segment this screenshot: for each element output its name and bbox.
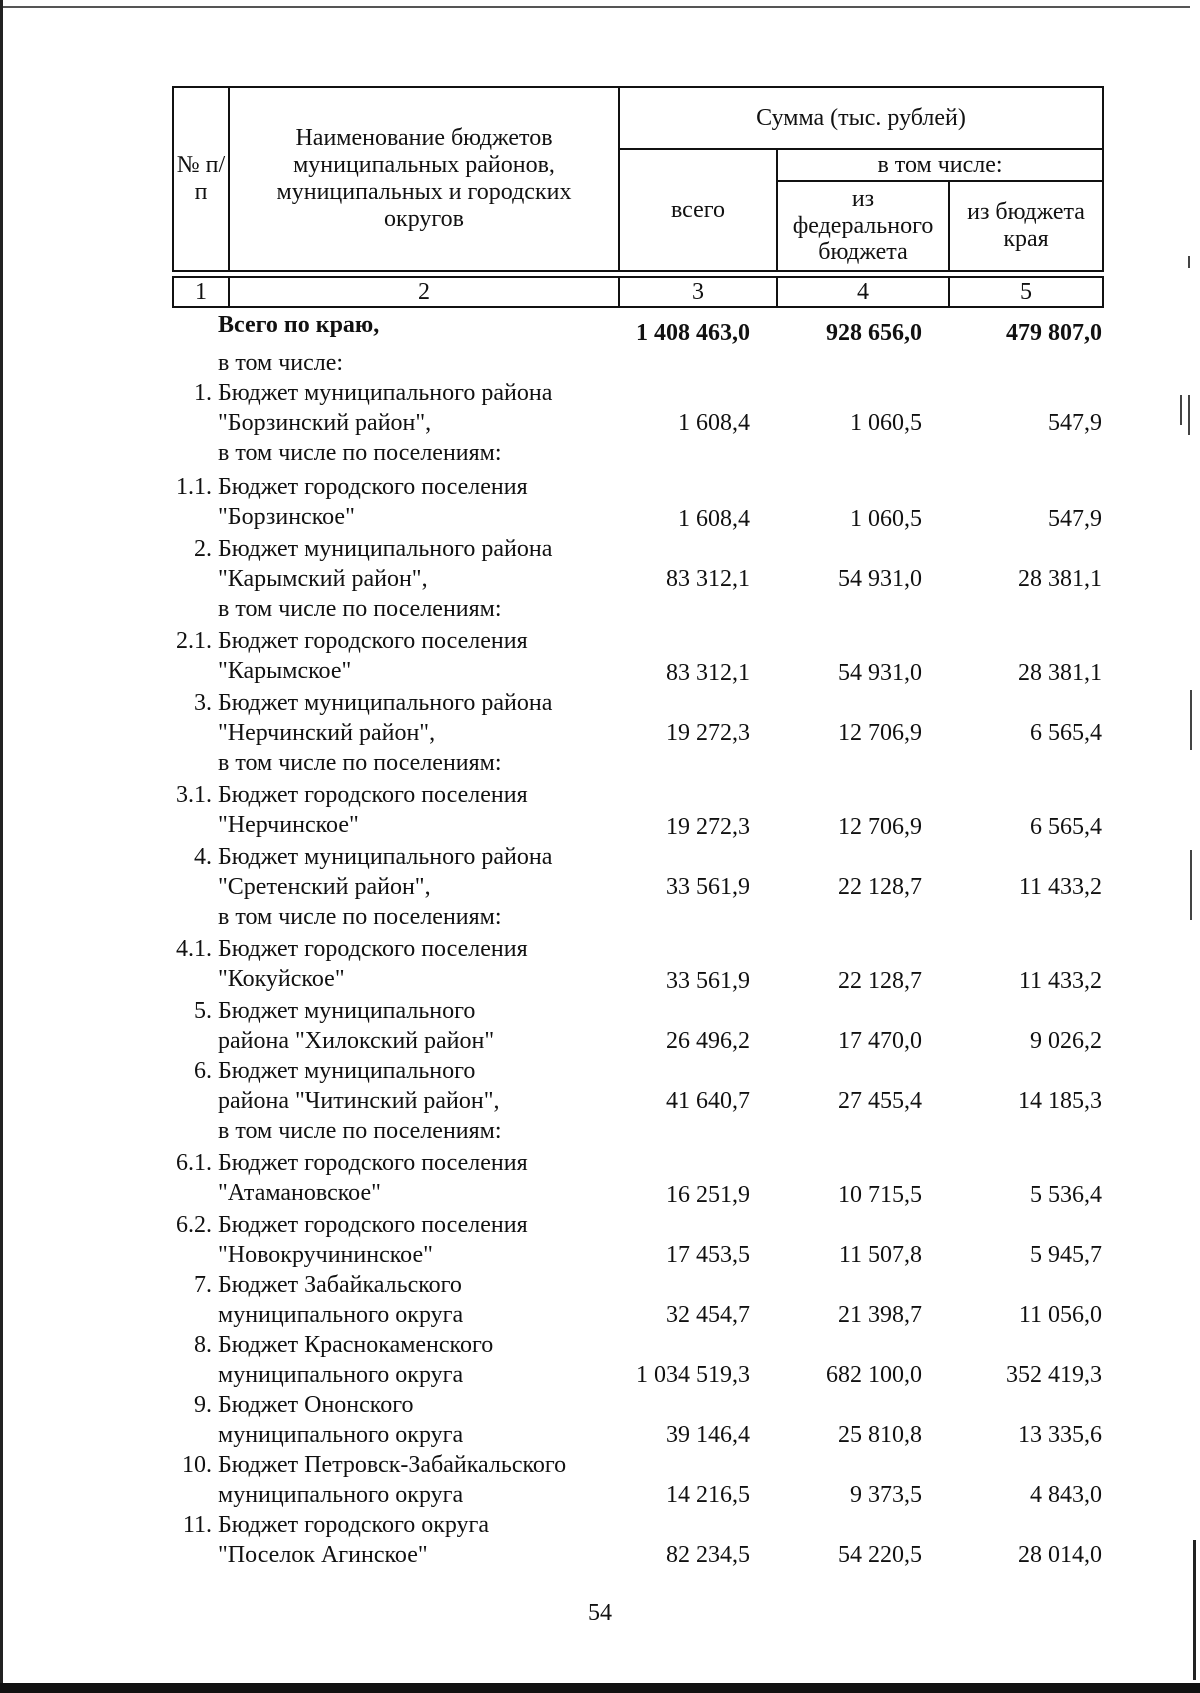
table-row <box>172 934 1112 996</box>
row-regional: 11 433,2 <box>1018 874 1102 900</box>
table-row-subheading <box>172 594 1112 626</box>
table-row <box>172 472 1112 534</box>
row-total: 32 454,7 <box>666 1302 750 1328</box>
row-federal: 9 373,5 <box>850 1482 922 1508</box>
table-row <box>172 1056 1112 1116</box>
row-federal: 21 398,7 <box>838 1302 922 1328</box>
header-col-regional: из бюджета края <box>949 181 1103 271</box>
row-federal: 10 715,5 <box>838 1182 922 1208</box>
row-total: 1 608,4 <box>678 506 750 532</box>
table-row-subheading <box>172 1116 1112 1148</box>
row-federal: 22 128,7 <box>838 874 922 900</box>
row-regional: 4 843,0 <box>1030 1482 1102 1508</box>
row-federal: 11 507,8 <box>838 1242 922 1268</box>
header-col-federal: из федерального бюджета <box>777 181 949 271</box>
row-regional: 13 335,6 <box>1018 1422 1102 1448</box>
row-total: 82 234,5 <box>666 1542 750 1568</box>
row-regional: 28 381,1 <box>1018 566 1102 592</box>
table-row <box>172 780 1112 842</box>
row-name: Бюджет муниципального района "Сретенский район", <box>218 844 553 900</box>
row-number: 10. <box>182 1452 212 1478</box>
row-total: 16 251,9 <box>666 1182 750 1208</box>
row-regional: 14 185,3 <box>1018 1088 1102 1114</box>
row-regional: 547,9 <box>1048 410 1102 436</box>
row-name: в том числе по поселениям: <box>218 440 502 466</box>
table-row <box>172 1450 1112 1510</box>
table-row <box>172 534 1112 594</box>
row-total: 14 216,5 <box>666 1482 750 1508</box>
table-row <box>172 688 1112 748</box>
row-federal: 54 931,0 <box>838 566 922 592</box>
row-federal: 1 060,5 <box>850 410 922 436</box>
row-regional: 11 433,2 <box>1018 968 1102 994</box>
row-total: 17 453,5 <box>666 1242 750 1268</box>
table-row <box>172 842 1112 902</box>
row-total: 19 272,3 <box>666 814 750 840</box>
row-name: в том числе по поселениям: <box>218 904 502 930</box>
table-row-subheading <box>172 348 1112 378</box>
row-number: 7. <box>194 1272 212 1298</box>
column-numbers-row <box>172 276 1104 308</box>
row-name: Бюджет городского поселения "Нерчинское" <box>218 782 528 838</box>
row-name: Бюджет городского поселения "Атамановское" <box>218 1150 528 1206</box>
row-name: Бюджет городского поселения "Кокуйское" <box>218 936 528 992</box>
row-federal: 22 128,7 <box>838 968 922 994</box>
table-row-subheading <box>172 438 1112 472</box>
table-row <box>172 996 1112 1056</box>
row-federal: 54 931,0 <box>838 660 922 686</box>
header-col-sum: Сумма (тыс. рублей) <box>619 87 1103 149</box>
row-regional: 9 026,2 <box>1030 1028 1102 1054</box>
row-name: Бюджет городского поселения "Карымское" <box>218 628 528 684</box>
row-number: 2.1. <box>176 628 212 654</box>
table-header <box>172 86 1104 272</box>
row-regional: 547,9 <box>1048 506 1102 532</box>
row-total: 83 312,1 <box>666 660 750 686</box>
row-number: 1. <box>194 380 212 406</box>
row-number: 3.1. <box>176 782 212 808</box>
row-name: Бюджет муниципального района "Карымский район", <box>218 536 553 592</box>
header-col-name: Наименование бюджетов муниципальных районов, муниципальных и городских округов <box>229 87 619 271</box>
row-total: 1 034 519,3 <box>636 1362 750 1388</box>
row-total: 83 312,1 <box>666 566 750 592</box>
row-name: в том числе по поселениям: <box>218 596 502 622</box>
row-total: 41 640,7 <box>666 1088 750 1114</box>
row-number: 4.1. <box>176 936 212 962</box>
row-regional: 28 014,0 <box>1018 1542 1102 1568</box>
header-col-total: всего <box>619 149 777 271</box>
row-number: 9. <box>194 1392 212 1418</box>
row-federal: 27 455,4 <box>838 1088 922 1114</box>
page-number: 54 <box>588 1600 612 1626</box>
row-total: 19 272,3 <box>666 720 750 746</box>
row-total: 39 146,4 <box>666 1422 750 1448</box>
row-federal: 1 060,5 <box>850 506 922 532</box>
row-name: Бюджет городского поселения "Новокручининское" <box>218 1212 528 1268</box>
row-number: 6.2. <box>176 1212 212 1238</box>
table-row <box>172 1270 1112 1330</box>
row-name: Бюджет муниципального района "Хилокский район" <box>218 998 495 1054</box>
row-regional: 28 381,1 <box>1018 660 1102 686</box>
table-row <box>172 1510 1112 1570</box>
row-total: 1 408 463,0 <box>636 320 750 346</box>
column-number: 3 <box>619 277 777 307</box>
table-row-subheading <box>172 902 1112 934</box>
row-name: Бюджет Забайкальского муниципального округа <box>218 1272 464 1328</box>
scan-mark <box>1188 395 1190 435</box>
table-row-subheading <box>172 748 1112 780</box>
row-regional: 6 565,4 <box>1030 814 1102 840</box>
row-number: 2. <box>194 536 212 562</box>
row-number: 11. <box>182 1512 212 1538</box>
column-number: 5 <box>949 277 1103 307</box>
row-federal: 928 656,0 <box>826 320 922 346</box>
row-regional: 479 807,0 <box>1006 320 1102 346</box>
row-name: Бюджет Петровск-Забайкальского муниципального округа <box>218 1452 567 1508</box>
row-total: 26 496,2 <box>666 1028 750 1054</box>
row-federal: 682 100,0 <box>826 1362 922 1388</box>
row-federal: 12 706,9 <box>838 814 922 840</box>
table-row <box>172 1210 1112 1270</box>
row-number: 1.1. <box>176 474 212 500</box>
row-total: 33 561,9 <box>666 874 750 900</box>
row-regional: 352 419,3 <box>1006 1362 1102 1388</box>
row-name: Бюджет муниципального района "Борзинский район", <box>218 380 553 436</box>
row-number: 8. <box>194 1332 212 1358</box>
row-number: 5. <box>194 998 212 1024</box>
row-regional: 11 056,0 <box>1018 1302 1102 1328</box>
row-federal: 25 810,8 <box>838 1422 922 1448</box>
column-number: 1 <box>173 277 229 307</box>
row-number: 6. <box>194 1058 212 1084</box>
scan-edge-bottom <box>0 1683 1200 1693</box>
row-number: 3. <box>194 690 212 716</box>
row-number: 6.1. <box>176 1150 212 1176</box>
row-federal: 12 706,9 <box>838 720 922 746</box>
row-federal: 17 470,0 <box>838 1028 922 1054</box>
scan-mark <box>1190 690 1192 750</box>
row-name: в том числе по поселениям: <box>218 1118 502 1144</box>
table-row <box>172 626 1112 688</box>
row-total: 1 608,4 <box>678 410 750 436</box>
row-name: Бюджет Ононского муниципального округа <box>218 1392 464 1448</box>
table-row <box>172 378 1112 438</box>
header-col-including: в том числе: <box>777 149 1103 181</box>
row-name: Бюджет муниципального района "Нерчинский район", <box>218 690 553 746</box>
budget-rows <box>172 310 1112 1570</box>
scan-mark <box>1180 395 1182 425</box>
row-regional: 5 536,4 <box>1030 1182 1102 1208</box>
row-number: 4. <box>194 844 212 870</box>
scan-mark <box>1190 850 1192 920</box>
row-name: в том числе по поселениям: <box>218 750 502 776</box>
row-regional: 6 565,4 <box>1030 720 1102 746</box>
header-col-num: № п/п <box>173 87 229 271</box>
row-name: Всего по краю, <box>218 312 380 338</box>
column-number: 2 <box>229 277 619 307</box>
table-row <box>172 1330 1112 1390</box>
table-row <box>172 1390 1112 1450</box>
row-name: Бюджет муниципального района "Читинский район", <box>218 1058 500 1114</box>
row-name: Бюджет городского поселения "Борзинское" <box>218 474 528 530</box>
row-federal: 54 220,5 <box>838 1542 922 1568</box>
table-row <box>172 1148 1112 1210</box>
scan-edge-left <box>0 0 3 1693</box>
row-name: Бюджет городского округа "Поселок Агинское" <box>218 1512 490 1568</box>
row-regional: 5 945,7 <box>1030 1242 1102 1268</box>
row-total: 33 561,9 <box>666 968 750 994</box>
scan-edge-top <box>0 6 1190 8</box>
row-name: Бюджет Краснокаменского муниципального округа <box>218 1332 494 1388</box>
column-number: 4 <box>777 277 949 307</box>
scan-mark <box>1188 256 1190 268</box>
table-row-total <box>172 310 1112 348</box>
row-name: в том числе: <box>218 350 344 376</box>
